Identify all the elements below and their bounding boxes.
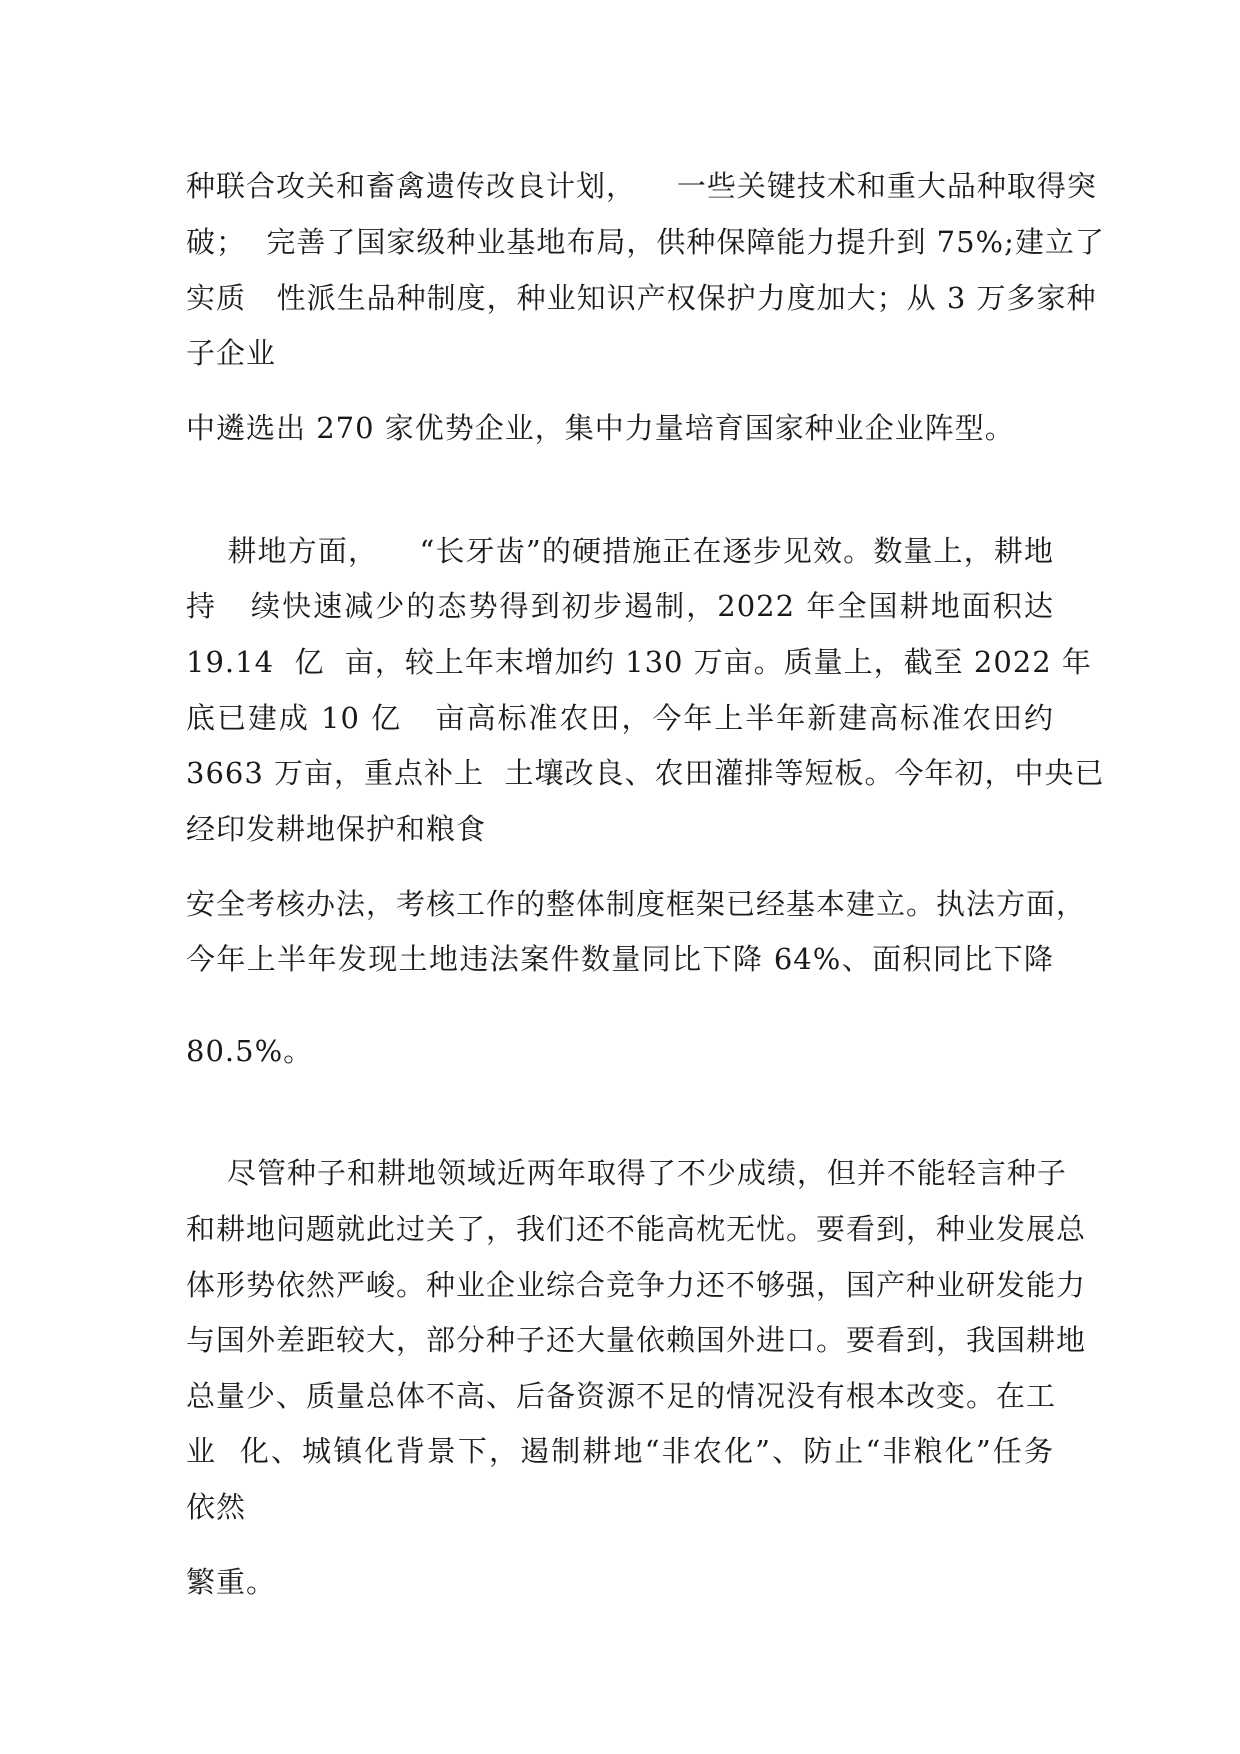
paragraph-7-line-1: 繁重。 [186, 1565, 277, 1599]
paragraph-6-line-3: 体形势依然严峻。种业企业综合竞争力还不够强，国产种业研发能力 [186, 1268, 1087, 1302]
paragraph-3-line-3: 19.14 亿 亩，较上年末增加约 130 万亩。质量上，截至 2022 年 [186, 645, 1092, 679]
paragraph-4-line-2: 今年上半年发现土地违法案件数量同比下降 64%、面积同比下降 [186, 942, 1054, 976]
paragraph-1-line-3: 实质 性派生品种制度，种业知识产权保护力度加大；从 3 万多家种 [186, 281, 1097, 315]
paragraph-3-line-5: 3663 万亩，重点补上 土壤改良、农田灌排等短板。今年初，中央已 [186, 756, 1105, 790]
paragraph-3-line-4: 底已建成 10 亿 亩高标准农田，今年上半年新建高标准农田约 [186, 701, 1054, 735]
paragraph-1-line-1: 种联合攻关和畜禽遗传改良计划， 一些关键技术和重大品种取得突 [186, 169, 1097, 203]
paragraph-5-line-1: 80.5%。 [186, 1034, 314, 1068]
paragraph-6-line-4: 与国外差距较大，部分种子还大量依赖国外进口。要看到，我国耕地 [186, 1323, 1087, 1357]
paragraph-3-line-2: 持 续快速减少的态势得到初步遏制，2022 年全国耕地面积达 [186, 589, 1054, 623]
paragraph-1-line-2: 破； 完善了国家级种业基地布局，供种保障能力提升到 75%;建立了 [186, 225, 1105, 259]
paragraph-6-line-7: 依然 [186, 1490, 247, 1524]
paragraph-6-line-1: 尽管种子和耕地领域近两年取得了不少成绩，但并不能轻言种子 [186, 1156, 1067, 1190]
paragraph-2-line-1: 中遴选出 270 家优势企业，集中力量培育国家种业企业阵型。 [186, 411, 1015, 445]
paragraph-6-line-6: 业 化、城镇化背景下，遏制耕地“非农化”、防止“非粮化”任务 [186, 1434, 1054, 1468]
paragraph-6-line-2: 和耕地问题就此过关了，我们还不能高枕无忧。要看到，种业发展总 [186, 1212, 1087, 1246]
paragraph-6-line-5: 总量少、质量总体不高、后备资源不足的情况没有根本改变。在工 [186, 1379, 1057, 1413]
paragraph-3-line-1: 耕地方面， “长牙齿”的硬措施正在逐步见效。数量上，耕地 [186, 534, 1054, 568]
paragraph-3-line-6: 经印发耕地保护和粮食 [186, 812, 487, 846]
paragraph-1-line-4: 子企业 [186, 336, 277, 370]
paragraph-4-line-1: 安全考核办法，考核工作的整体制度框架已经基本建立。执法方面， [186, 887, 1087, 921]
